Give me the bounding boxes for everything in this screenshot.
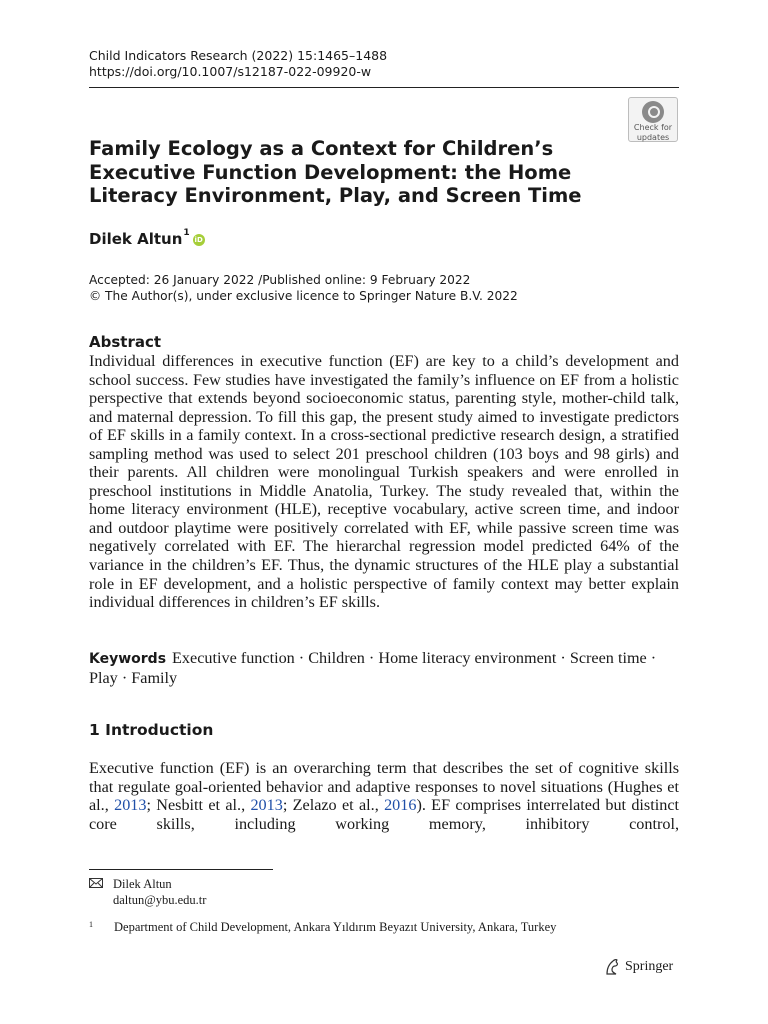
corresponding-author-email[interactable]: daltun@ybu.edu.tr xyxy=(113,893,207,907)
author-affiliation-marker: 1 xyxy=(183,228,190,238)
footnote-rule xyxy=(89,869,273,870)
abstract-text: Individual differences in executive function (EF) are key to a child’s development and school success. Few studies have investigated the family’s influence on EF from a holistic perspective that extends beyond socioeconomic status, parenting style, mother-child talk, and maternal depression. To fill this gap, the present study aimed to investigate predictors of EF skills in a family context. In a cross-sectional predictive research design, a stratified sampling method was used to select 201 preschool children (103 boys and 98 girls) and their parents. All children were monolingual Turkish speakers and were enrolled in preschool institutions in Middle Anatolia, Turkey. The study revealed that, within the home literacy environment (HLE), receptive vocabulary, active screen time, and indoor and outdoor playtime were positively correlated with EF, while passive screen time was negatively correlated with EF. The hierarchal regression model predicted 64% of the variance in the children’s EF. Thus, the dynamic structures of the HLE play a substantial role in EF development, and a holistic perspective of family context may better explain individual differences in children’s EF skills. xyxy=(89,352,679,612)
publisher-logo xyxy=(604,958,673,976)
doi-link[interactable]: https://doi.org/10.1007/s12187-022-09920-w xyxy=(89,64,372,79)
springer-horse-icon xyxy=(604,958,620,976)
citation-link[interactable]: 2013 xyxy=(250,796,283,815)
intro-text-part: Executive function (EF) is an overarching term that describes the set of cognitive skills that regulate goal-oriented behavior and adaptive responses to novel situations (Hughes et al., xyxy=(89,759,679,815)
publisher-name: Springer xyxy=(625,959,674,974)
affiliation-marker: 1 xyxy=(89,920,93,929)
corresponding-author-name: Dilek Altun xyxy=(113,877,172,891)
citation-link[interactable]: 2016 xyxy=(384,796,417,815)
author-line xyxy=(89,230,205,248)
intro-text-part: ). EF comprises interrelated but distinct core skills, including working memory, inhibitory control, xyxy=(89,796,680,833)
citation-link[interactable]: 2013 xyxy=(114,796,147,815)
orcid-icon[interactable]: iD xyxy=(194,236,203,244)
article-title: Family Ecology as a Context for Children’s Executive Function Development: the Home Literacy Environment, Play, and Screen Time xyxy=(89,137,582,207)
intro-text-part: ; Zelazo et al., xyxy=(282,796,385,815)
header-rule xyxy=(89,87,679,88)
check-for-updates-badge[interactable] xyxy=(628,97,678,142)
keywords xyxy=(89,649,679,687)
journal-header xyxy=(89,48,387,80)
badge-label-line1: Check for xyxy=(633,123,673,132)
accepted-published-line: Accepted: 26 January 2022 /Published online: 9 February 2022 xyxy=(89,273,471,287)
envelope-icon xyxy=(89,876,103,892)
copyright-line: © The Author(s), under exclusive licence to Springer Nature B.V. 2022 xyxy=(89,288,518,303)
introduction-paragraph xyxy=(89,759,679,833)
corresponding-author xyxy=(89,876,206,908)
journal-citation: Child Indicators Research (2022) 15:1465–1488 xyxy=(89,48,388,63)
badge-label-line2: updates xyxy=(636,132,670,142)
affiliation-footnote xyxy=(89,919,556,935)
keywords-label: Keywords xyxy=(89,651,167,667)
author-name[interactable]: Dilek Altun xyxy=(89,230,183,248)
keywords-list: Executive function · Children · Home literacy environment · Screen time · Play · Family xyxy=(89,649,657,687)
publication-dates xyxy=(89,273,518,304)
check-for-updates-icon xyxy=(642,101,664,123)
intro-text-part: ; Nesbitt et al., xyxy=(146,796,251,815)
affiliation-text: Department of Child Development, Ankara Yıldırım Beyazıt University, Ankara, Turkey xyxy=(114,920,557,934)
abstract-heading: Abstract xyxy=(89,333,162,351)
section-heading-introduction: 1 Introduction xyxy=(89,721,214,739)
